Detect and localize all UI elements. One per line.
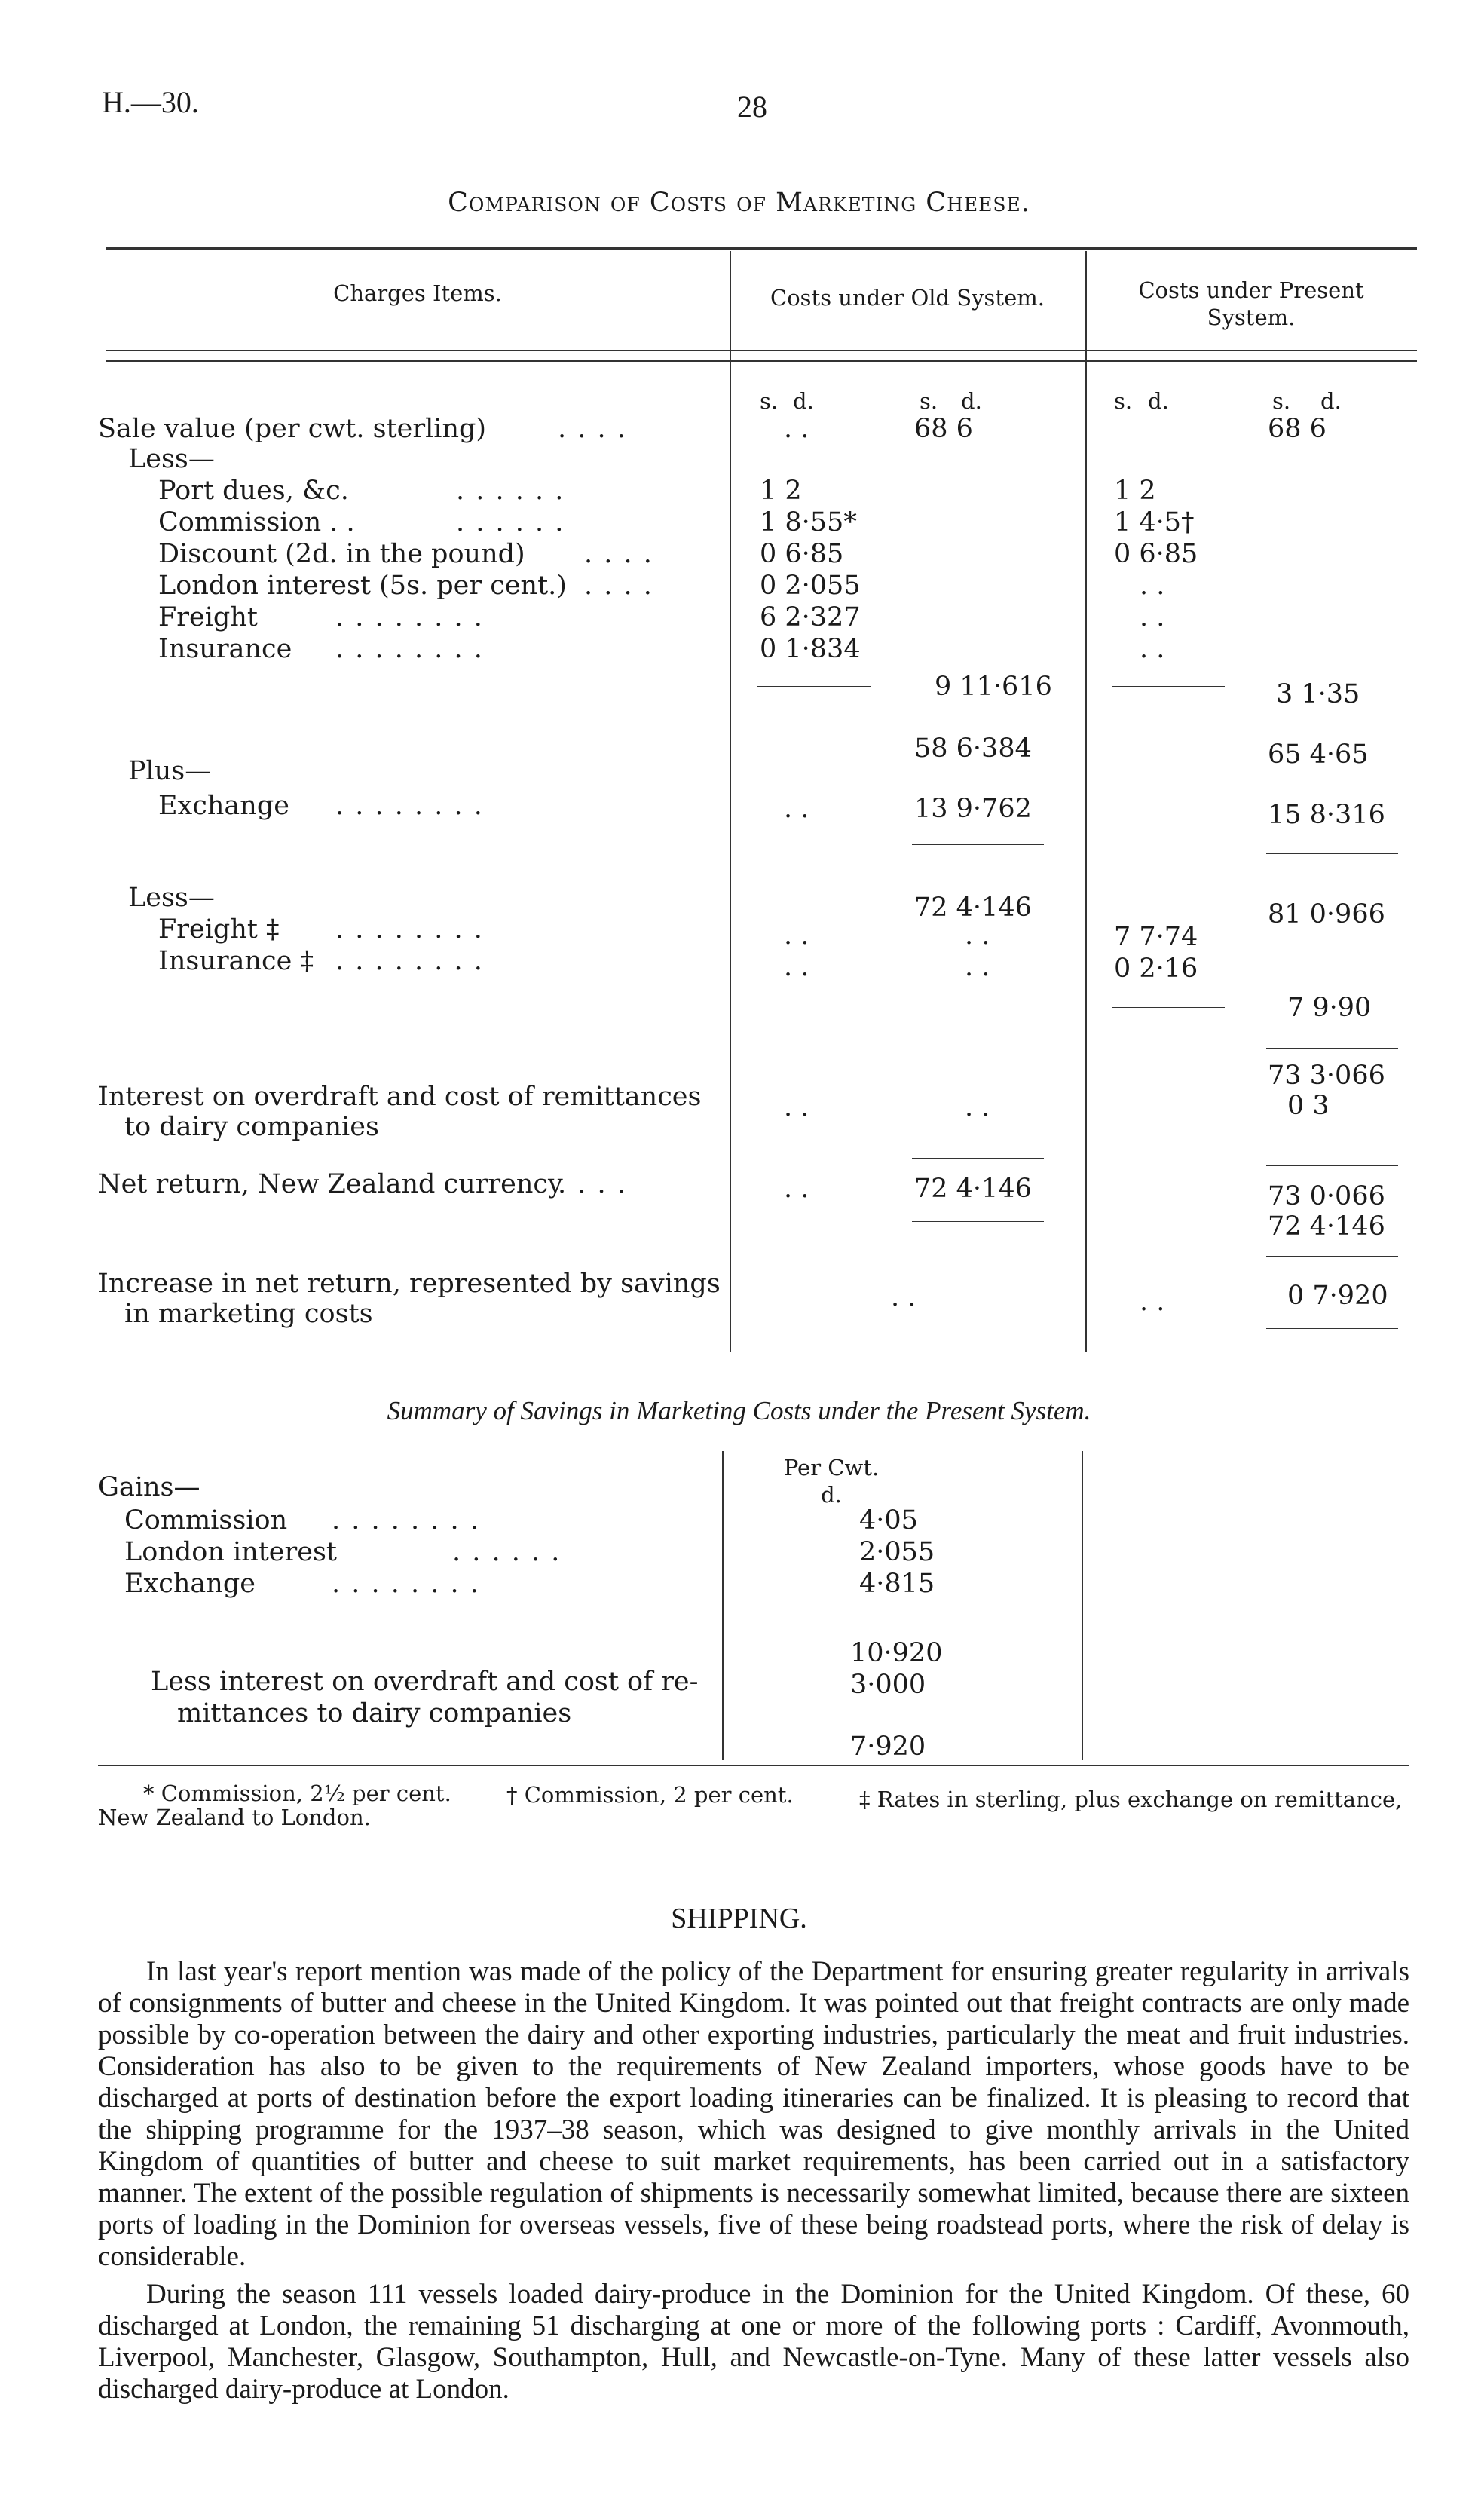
cell-new-a: 7 7·74	[1114, 922, 1198, 952]
row-label: Discount (2d. in the pound)	[158, 539, 525, 569]
table1-header-rule-2	[106, 360, 1417, 362]
row-label: Insurance ‡	[158, 946, 314, 976]
footnote-star: * Commission, 2½ per cent.	[143, 1781, 451, 1806]
cell-old-a: 1 2	[760, 476, 802, 506]
leader-dots: . . . .	[584, 571, 653, 601]
row-label: Less—	[128, 444, 215, 474]
unit-new-s-a: s.	[1114, 388, 1133, 414]
cell-old-a: 0 6·85	[760, 539, 844, 569]
row-label: Freight ‡	[158, 914, 280, 945]
sum-rule-new-a	[1112, 1007, 1225, 1008]
unit-new-s-b: s.	[1272, 388, 1291, 414]
row-label: Commission	[124, 1505, 288, 1536]
row-label: Gains—	[98, 1472, 200, 1502]
row-label-continued: to dairy companies	[124, 1112, 379, 1142]
footnote-double-dagger: ‡ Rates in sterling, plus exchange on remittance,	[859, 1787, 1403, 1812]
unit-new-d-b: d.	[1320, 388, 1342, 414]
leader-dots: . . . . . . . .	[332, 1569, 480, 1599]
leader-dots: . . . .	[558, 1169, 627, 1199]
row-label-continued: mittances to dairy companies	[177, 1698, 572, 1728]
double-rule-old-b-2	[912, 1221, 1044, 1222]
rule-old-b	[912, 1158, 1044, 1159]
sum-rule-old-a	[757, 686, 871, 687]
cell-new-b: 7 9·90	[1287, 993, 1372, 1023]
row-label-continued: in marketing costs	[124, 1299, 373, 1329]
cell-new-b: 0 3	[1287, 1091, 1330, 1121]
row-label: Exchange	[158, 791, 289, 821]
unit-old-s-b: s.	[920, 388, 938, 414]
row-label: Freight	[158, 602, 258, 632]
row-label: Exchange	[124, 1569, 256, 1599]
cell-new-b: 73 0·066	[1268, 1181, 1385, 1211]
header-present-system-line1: Costs under Present	[1138, 277, 1364, 303]
cell-old-b: . .	[965, 920, 990, 951]
rule-new-b	[1266, 853, 1398, 854]
sum-rule-new-a	[1112, 686, 1225, 687]
cell-old-b: . .	[891, 1282, 916, 1312]
table1-title: Comparison of Costs of Marketing Cheese.	[448, 188, 1030, 218]
table1-header-rule	[106, 350, 1417, 351]
leader-dots: . . . . . . . .	[335, 602, 484, 632]
value-per-cwt: 4·05	[859, 1505, 918, 1536]
rule-new-b	[1266, 1048, 1398, 1049]
row-label: Commission . .	[158, 507, 355, 537]
row-label: London interest (5s. per cent.)	[158, 571, 567, 601]
cell-old-a: . .	[784, 414, 809, 444]
cell-old-b: . .	[965, 1092, 990, 1122]
cell-old-a: . .	[784, 952, 809, 982]
table1-col-divider-1	[730, 251, 731, 1352]
cell-new-b: 65 4·65	[1268, 739, 1369, 770]
row-label: Less—	[128, 883, 215, 913]
cell-new-b: 81 0·966	[1268, 899, 1385, 929]
leader-dots: . . . . . . . .	[335, 946, 484, 976]
value-per-cwt: 3·000	[850, 1670, 926, 1700]
row-label: Increase in net return, represented by savings	[98, 1269, 721, 1299]
cell-new-a: 0 6·85	[1114, 539, 1198, 569]
value-per-cwt: 4·815	[859, 1569, 935, 1599]
row-label: Net return, New Zealand currency	[98, 1169, 563, 1199]
leader-dots: . . . . . . . .	[332, 1505, 480, 1536]
row-label: Interest on overdraft and cost of remittances	[98, 1082, 702, 1112]
header-old-system: Costs under Old System.	[770, 285, 1045, 311]
cell-new-a: . .	[1140, 571, 1165, 601]
cell-old-b: 72 4·146	[914, 1174, 1032, 1204]
cell-old-b: 58 6·384	[914, 733, 1032, 764]
cell-old-a: 1 8·55*	[760, 507, 857, 537]
cell-new-a: . .	[1140, 1287, 1165, 1317]
cell-new-a: . .	[1140, 602, 1165, 632]
cell-new-b: 0 7·920	[1287, 1281, 1388, 1311]
cell-old-b: 72 4·146	[914, 893, 1032, 923]
leader-dots: . . . .	[584, 539, 653, 569]
cell-new-b: 72 4·146	[1268, 1211, 1385, 1242]
cell-new-a: 0 2·16	[1114, 954, 1198, 984]
table2-header-unit-d: d.	[821, 1482, 842, 1508]
table2-col-divider-2	[1082, 1451, 1083, 1760]
cell-old-a: 6 2·327	[760, 602, 861, 632]
value-per-cwt: 10·920	[850, 1638, 943, 1668]
unit-new-d-a: d.	[1148, 388, 1169, 414]
cell-old-b: 68 6	[914, 414, 973, 444]
table1-top-rule	[106, 247, 1417, 250]
footnote-star-continued: New Zealand to London.	[98, 1805, 371, 1830]
table2-title: Summary of Savings in Marketing Costs under the Present System.	[387, 1396, 1091, 1425]
table2-bottom-rule	[98, 1765, 1409, 1766]
cell-old-b: . .	[965, 952, 990, 982]
document-reference: H.—30.	[102, 85, 199, 119]
cell-old-b: 9 11·616	[935, 672, 1052, 702]
cell-new-a: 1 4·5†	[1114, 507, 1195, 537]
cell-old-a: . .	[784, 1092, 809, 1122]
leader-dots: . . . . . .	[456, 476, 565, 506]
value-per-cwt: 7·920	[850, 1732, 926, 1762]
header-charges-items: Charges Items.	[333, 280, 502, 306]
shipping-paragraph-2: During the season 111 vessels loaded dairy-produce in the Dominion for the United Kingdom. Of these, 60 discharged at London, the remaining 51 discharging at one or more of the following ports : Cardiff, Avonmouth, Liverpool, Manchester, Glasgow, Southampton, Hull, and Newcastle-on-Tyne. Many of these latter vessels also discharged dairy-produce at London.	[98, 2279, 1409, 2405]
double-rule-new-b-2	[1266, 1328, 1398, 1329]
row-label: Sale value (per cwt. sterling)	[98, 414, 487, 444]
row-label: Port dues, &c.	[158, 476, 349, 506]
row-label: Less interest on overdraft and cost of re-	[151, 1667, 699, 1697]
cell-new-b: 15 8·316	[1268, 800, 1385, 830]
cell-new-b: 68 6	[1268, 414, 1327, 444]
header-present-system-line2: System.	[1207, 305, 1296, 330]
cell-old-a: 0 1·834	[760, 634, 861, 664]
cell-old-b: 13 9·762	[914, 794, 1032, 824]
unit-old-d-b: d.	[961, 388, 982, 414]
cell-new-b: 3 1·35	[1276, 679, 1360, 709]
leader-dots: . . . . . .	[452, 1537, 562, 1567]
rule-new-b	[1266, 1165, 1398, 1166]
table2-header-per-cwt: Per Cwt.	[783, 1455, 880, 1480]
leader-dots: . . . .	[558, 414, 627, 444]
leader-dots: . . . . . . . .	[335, 634, 484, 664]
shipping-paragraph-1: In last year's report mention was made of the policy of the Department for ensuring greater regularity in arrivals of consignments of butter and cheese in the United Kingdom. It was pointed out that freight contracts are only made possible by co-operation between the dairy and other exporting industries, particularly the meat and fruit industries. Consideration has also to be given to the requirements of New Zealand importers, whose goods have to be discharged at ports of destination before the export loading itineraries can be finalized. It is pleasing to record that the shipping programme for the 1937–38 season, which was designed to give monthly arrivals in the United Kingdom of quantities of butter and cheese to suit market requirements, has been carried out in a satisfactory manner. The extent of the possible regulation of shipments is necessarily somewhat limited, because there are sixteen ports of loading in the Dominion for overseas vessels, five of these being roadstead ports, where the risk of delay is considerable.	[98, 1956, 1409, 2272]
unit-old-s-a: s.	[760, 388, 779, 414]
shipping-heading: SHIPPING.	[671, 1903, 807, 1934]
cell-new-a: . .	[1140, 634, 1165, 664]
row-label: London interest	[124, 1537, 337, 1567]
row-label: Plus—	[128, 756, 212, 786]
shipping-body	[98, 1956, 1409, 2405]
table1-col-divider-2	[1085, 251, 1087, 1352]
leader-dots: . . . . . .	[456, 507, 565, 537]
leader-dots: . . . . . . . .	[335, 791, 484, 821]
row-label: Insurance	[158, 634, 292, 664]
footnote-dagger: † Commission, 2 per cent.	[506, 1782, 794, 1808]
rule-old-b	[912, 844, 1044, 845]
cell-old-a: 0 2·055	[760, 571, 861, 601]
cell-old-a: . .	[784, 794, 809, 824]
value-per-cwt: 2·055	[859, 1537, 935, 1567]
rule-new-b	[1266, 1256, 1398, 1257]
cell-old-a: . .	[784, 1174, 809, 1204]
cell-new-a: 1 2	[1114, 476, 1156, 506]
cell-new-b: 73 3·066	[1268, 1061, 1385, 1091]
cell-old-a: . .	[784, 920, 809, 951]
page-number: 28	[737, 90, 767, 124]
unit-old-d-a: d.	[793, 388, 814, 414]
leader-dots: . . . . . . . .	[335, 914, 484, 945]
